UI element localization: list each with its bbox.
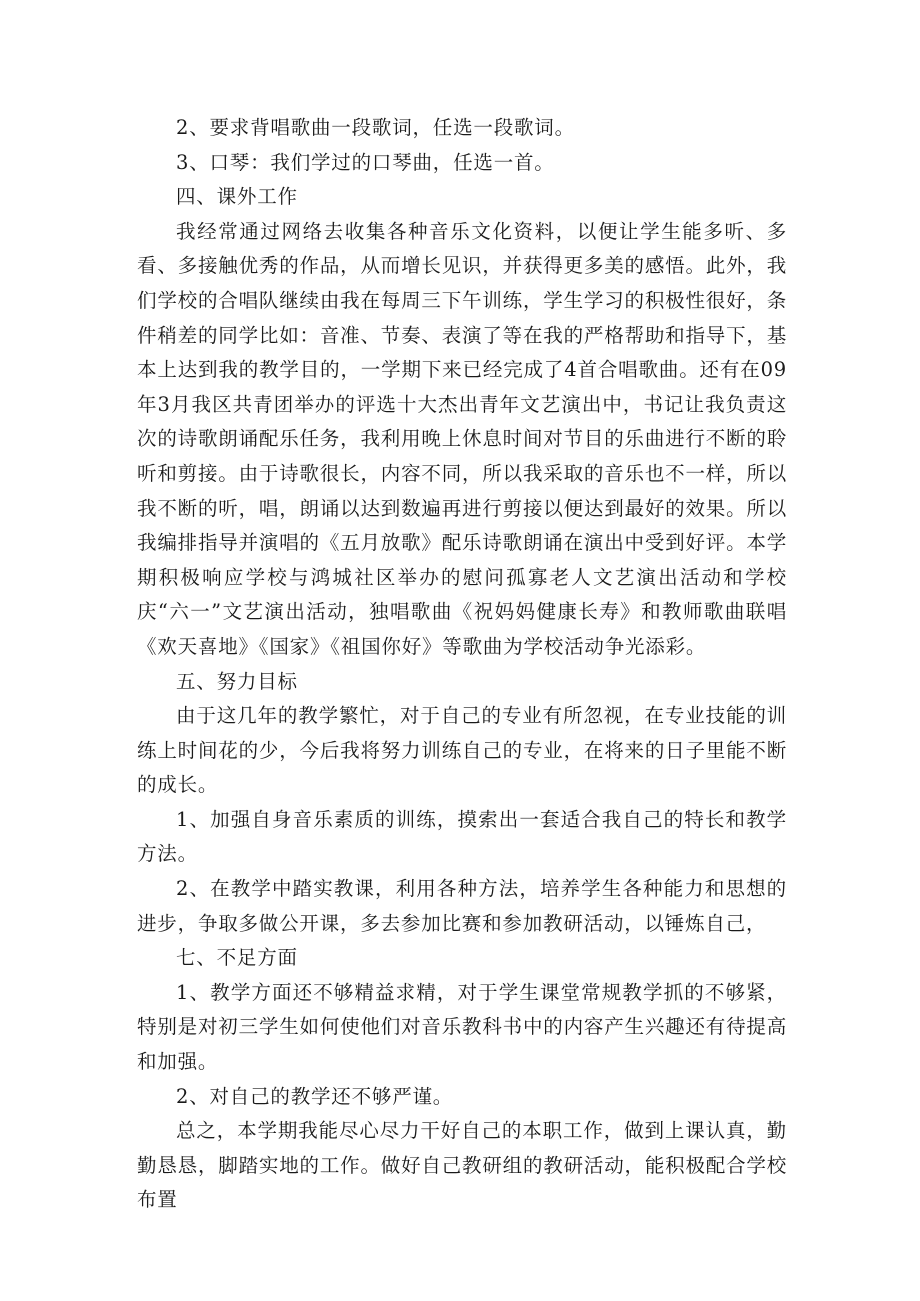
paragraph-summary: 总之，本学期我能尽心尽力干好自己的本职工作，做到上课认真，勤勤恳恳，脚踏实地的工作。做好自己教研组的教研活动，能积极配合学校布置 — [137, 1119, 787, 1212]
section-heading-extracurricular: 四、课外工作 — [176, 185, 298, 209]
paragraph-goals-intro: 由于这几年的教学繁忙，对于自己的专业有所忽视，在专业技能的训练上时间花的少，今后我将努力训练自己的专业，在将来的日子里能不断的成长。 — [137, 704, 787, 797]
paragraph-shortcoming-1: 1、教学方面还不够精益求精，对于学生课堂常规教学抓的不够紧，特别是对初三学生如何使他们对音乐教科书中的内容产生兴趣还有待提高和加强。 — [137, 980, 787, 1074]
document-body — [137, 111, 787, 1218]
paragraph-extracurricular-work: 我经常通过网络去收集各种音乐文化资料，以便让学生能多听、多看、多接触优秀的作品，从而增长见识，并获得更多美的感悟。此外，我们学校的合唱队继续由我在每周三下午训练，学生学习的积极性很好，条件稍差的同学比如：音准、节奏、表演了等在我的严格帮助和指导下，基本上达到我的教学目的，一学期下来已经完成了4首合唱歌曲。还有在09年3月我区共青团举办的评选十大杰出青年文艺演出中，书记让我负责这次的诗歌朗诵配乐任务，我利用晚上休息时间对节目的乐曲进行不断的聆听和剪接。由于诗歌很长，内容不同，所以我采取的音乐也不一样，所以我不断的听，唱，朗诵以达到数遍再进行剪接以便达到最好的效果。所以我编排指导并演唱的《五月放歌》配乐诗歌朗诵在演出中受到好评。本学期积极响应学校与鸿城社区举办的慰问孤寡老人文艺演出活动和学校庆“六一”文艺演出活动，独唱歌曲《祝妈妈健康长寿》和教师歌曲联唱《欢天喜地》《国家》《祖国你好》等歌曲为学校活动争光添彩。 — [137, 219, 787, 658]
paragraph-item-3: 3、口琴：我们学过的口琴曲，任选一首。 — [176, 150, 555, 174]
section-heading-shortcomings: 七、不足方面 — [176, 946, 298, 970]
paragraph-shortcoming-2: 2、对自己的教学还不够严谨。 — [176, 1084, 454, 1108]
paragraph-item-2: 2、要求背唱歌曲一段歌词，任选一段歌词。 — [176, 116, 575, 139]
paragraph-goal-1: 1、加强自身音乐素质的训练，摸索出一套适合我自己的特长和教学方法。 — [137, 807, 787, 866]
section-heading-goals: 五、努力目标 — [176, 669, 298, 693]
paragraph-goal-2: 2、在教学中踏实教课，利用各种方法，培养学生各种能力和思想的进步，争取多做公开课，多去参加比赛和参加教研活动，以锤炼自己， — [137, 877, 787, 935]
